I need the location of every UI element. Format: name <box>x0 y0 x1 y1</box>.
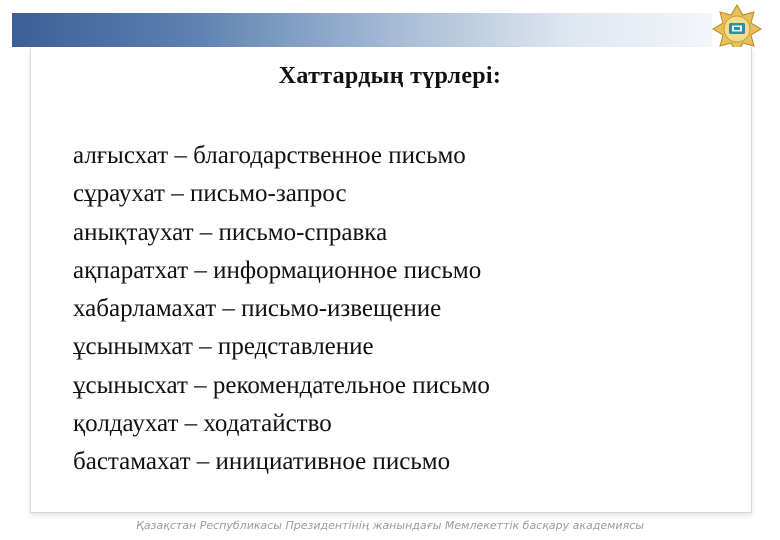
list-item: алғысхат – благодарственное письмо <box>73 142 466 169</box>
header-gradient-bar <box>12 13 712 47</box>
list-item: ақпаратхат – информационное письмо <box>73 256 482 284</box>
list-item: бастамахат – инициативное письмо <box>73 448 451 476</box>
footer-caption: Қазақстан Республикасы Президентінің жанындағы Мемлекеттік басқару академиясы <box>136 519 644 532</box>
slide-title: Хаттардың түрлері: <box>278 63 502 89</box>
list-item: ұсынымхат – представление <box>73 333 374 361</box>
list-item: анықтаухат – письмо-справка <box>73 218 388 246</box>
list-item: сұраухат – письмо-запрос <box>73 180 347 208</box>
letter-types-list <box>73 137 490 482</box>
list-item: ұсынысхат – рекомендательное письмо <box>73 371 490 399</box>
list-item: хабарламахат – письмо-извещение <box>73 295 442 323</box>
list-item: қолдаухат – ходатайство <box>73 410 332 438</box>
